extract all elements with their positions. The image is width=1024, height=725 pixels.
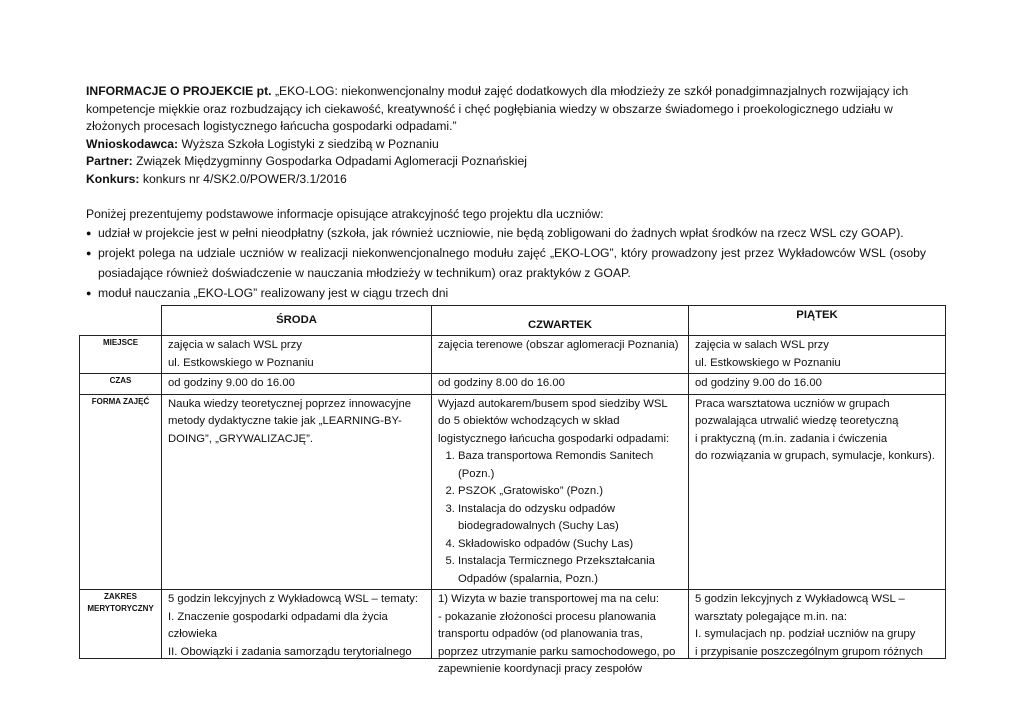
row-label-miejsce: MIEJSCE [80, 336, 162, 374]
cell-miejsce-czwartek: zajęcia terenowe (obszar aglomeracji Poznania) [432, 336, 689, 374]
schedule-table [79, 305, 946, 675]
cell-forma-piatek [689, 394, 946, 590]
applicant-label: Wnioskodawca: [86, 136, 179, 151]
column-header-piatek: PIĄTEK [689, 306, 946, 336]
applicant-line [86, 136, 926, 154]
cell-clip [438, 591, 682, 675]
table-row-forma [80, 394, 946, 590]
cell-clip [168, 591, 425, 657]
cell-text: zajęcia w salach WSL przy [695, 339, 829, 351]
cell-text: 5 godzin lekcyjnych z Wykładowcą WSL – tematy: [168, 593, 418, 605]
cell-miejsce-sroda [162, 336, 432, 374]
contest-line [86, 171, 926, 189]
contest-value: konkurs nr 4/SK2.0/POWER/3.1/2016 [142, 171, 347, 186]
bullet-list [86, 223, 926, 303]
cell-text: I. Znaczenie gospodarki odpadami dla życia człowieka [168, 610, 388, 640]
cell-text: - pokazanie złożoności procesu planowania transportu odpadów (od planowania tras, poprzez utrzymanie parku samochodowego, po zapewnienie koordynacji pracy zespołów [438, 610, 676, 675]
cell-text: warsztaty polegające m.in. na: [695, 610, 847, 623]
project-info [86, 83, 926, 303]
cell-forma-sroda: Nauka wiedzy teoretycznej poprzez innowacyjne metody dydaktyczne takie jak „LEARNING-BY-DOING”, „GRYWALIZACJĘ”. [162, 394, 432, 590]
cell-zakres-piatek [689, 590, 946, 659]
cell-text: do rozwiązania w grupach, symulacje, konkurs). [695, 450, 935, 462]
column-header-czwartek: CZWARTEK [432, 306, 689, 336]
column-header-sroda: ŚRODA [162, 306, 432, 336]
site-list [438, 448, 682, 588]
list-item: 5. Instalacja Termicznego Przekształcania Odpadów (spalarnia, Pozn.) [458, 553, 682, 588]
cell-text: pozwalająca utrwalić wiedzę teoretyczną [695, 415, 899, 427]
bullet-item: ● udział w projekcie jest w pełni nieodpłatny (szkoła, jak również uczniowie, nie będą zobligowani do żadnych wpłat środków na rzecz WSL czy GOAP). [86, 223, 926, 243]
cell-forma-czwartek [432, 394, 689, 590]
table-row-czas [80, 374, 946, 395]
bullet-item: ● projekt polega na udziale uczniów w realizacji niekonwencjonalnego modułu zajęć „EKO-LOG”, który prowadzony jest przez Wykładowców WSL (osoby posiadające również doświadczenie w nauczania młodzieży w technikum) oraz praktyków z GOAP. [86, 243, 926, 283]
cell-zakres-sroda [162, 590, 432, 659]
partner-label: Partner: [86, 154, 133, 169]
cell-text: zajęcia w salach WSL przy [168, 339, 302, 351]
cell-text: i przypisanie poszczególnym grupom różnych [695, 645, 923, 658]
row-label-forma: FORMA ZAJĘĆ [80, 394, 162, 590]
table-row-zakres [80, 590, 946, 659]
table-header-row [80, 306, 946, 336]
partner-value: Związek Międzygminny Gospodarka Odpadami Aglomeracji Poznańskiej [136, 154, 527, 169]
cell-text: 1) Wizyta w bazie transportowej ma na celu: [438, 593, 660, 605]
partner-line [86, 153, 926, 171]
corner-cell [80, 306, 162, 336]
cell-text: i praktyczną (m.in. zadania i ćwiczenia [695, 432, 888, 445]
cell-text: I. symulacjach np. podział uczniów na grupy [695, 628, 916, 640]
project-title [86, 83, 926, 136]
row-label-zakres: ZAKRES MERYTORYCZNY [80, 590, 162, 659]
table-row-miejsce [80, 336, 946, 374]
applicant-value: Wyższa Szkoła Logistyki z siedzibą w Poznaniu [181, 136, 439, 151]
cell-text: Wyjazd autokarem/busem spod siedziby WSL do 5 obiektów wchodzących w skład logistycznego łańcucha gospodarki odpadami: [438, 397, 670, 445]
cell-zakres-czwartek [432, 590, 689, 675]
cell-text: Praca warsztatowa uczniów w grupach [695, 397, 890, 410]
list-item: 1. Baza transportowa Remondis Sanitech (Pozn.) [458, 448, 682, 483]
intro-lead: Poniżej prezentujemy podstawowe informacje opisujące atrakcyjność tego projektu dla uczniów: [86, 206, 604, 221]
contest-label: Konkurs: [86, 171, 140, 186]
cell-czas-czwartek: od godziny 8.00 do 16.00 [432, 374, 689, 395]
list-item: 4. Składowisko odpadów (Suchy Las) [458, 536, 682, 554]
cell-text: 5 godzin lekcyjnych z Wykładowcą WSL – [695, 593, 905, 605]
cell-text: II. Obowiązki i zadania samorządu terytorialnego [168, 645, 412, 658]
list-item: 3. Instalacja do odzysku odpadów biodegradowalnych (Suchy Las) [458, 501, 682, 536]
cell-czas-sroda: od godziny 9.00 do 16.00 [162, 374, 432, 395]
cell-text: ul. Estkowskiego w Poznaniu [168, 356, 314, 369]
cell-text: ul. Estkowskiego w Poznaniu [695, 356, 841, 369]
list-item: 2. PSZOK „Gratowisko” (Pozn.) [458, 483, 682, 501]
row-label-czas: CZAS [80, 374, 162, 395]
title-text: „EKO-LOG: niekonwencjonalny moduł zajęć dodatkowych dla młodzieży ze szkół ponadgimnazjalnych rozwijający ich kompetencje miękkie oraz rozbudzający ich ciekawość, kreatywność i chęć pogłębiania wiedzy w obszarze świadomego i proekologicznego udziału w złożonych procesach logistycznego łańcucha gospodarki odpadami.” [86, 84, 909, 134]
cell-czas-piatek: od godziny 9.00 do 16.00 [689, 374, 946, 395]
title-label: INFORMACJE O PROJEKCIE pt. [86, 84, 272, 98]
cell-miejsce-piatek [689, 336, 946, 374]
cell-clip [695, 591, 939, 657]
bullet-item: ● moduł nauczania „EKO-LOG” realizowany jest w ciągu trzech dni [86, 283, 926, 303]
